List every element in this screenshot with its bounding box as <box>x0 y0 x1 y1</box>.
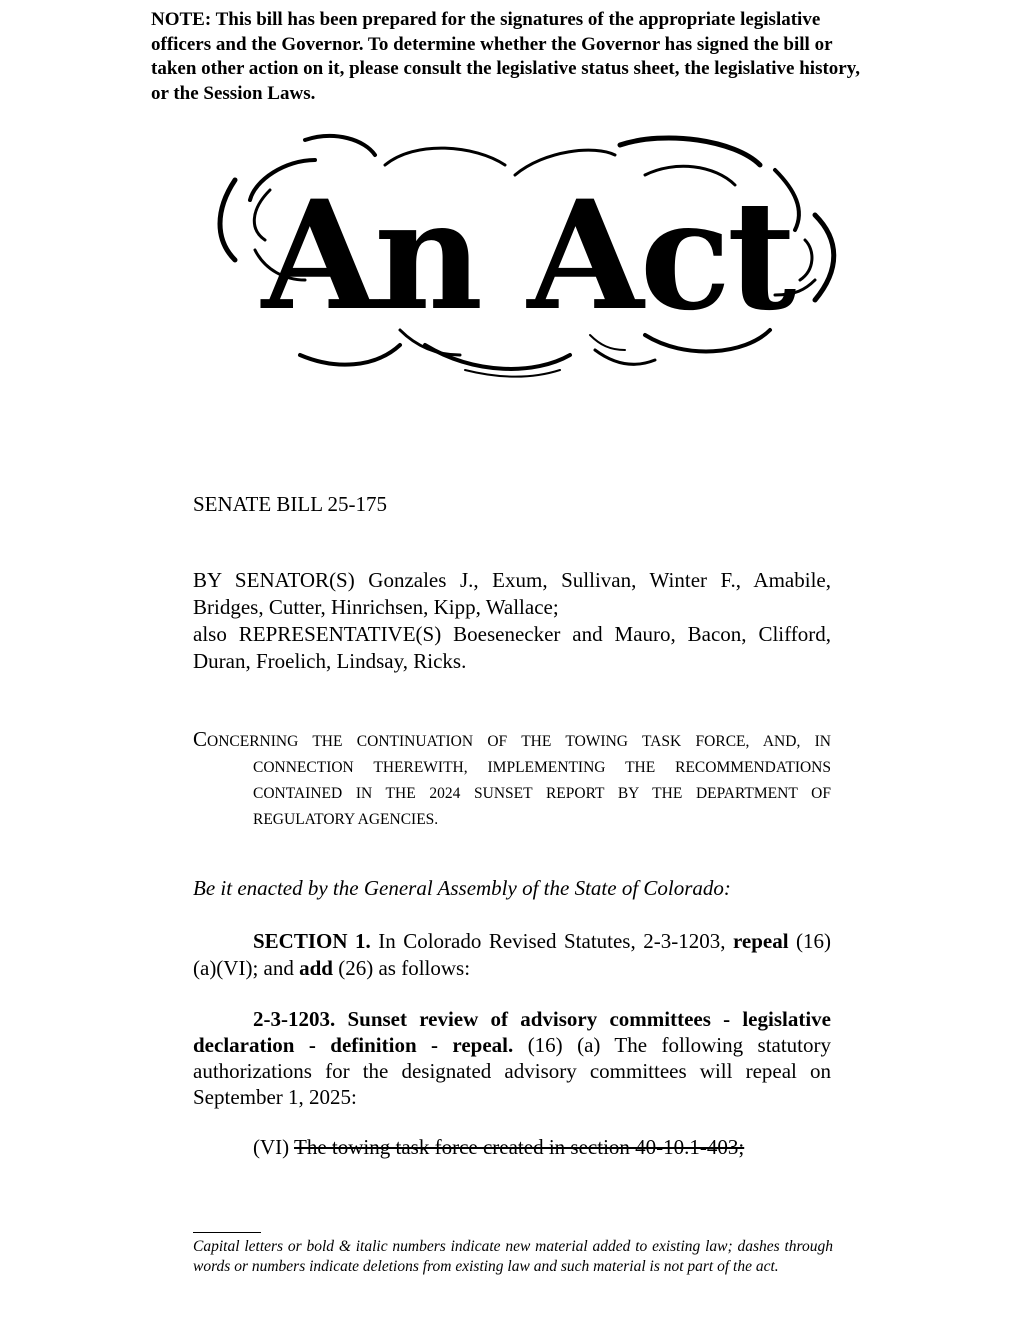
signature-note: NOTE: This bill has been prepared for the signatures of the appropriate legislative officers and the Governor. To determine whether the Governor has signed the bill or taken other action on it, please consult the legislative status sheet, the legislative history, or the Session Laws. <box>151 9 860 104</box>
enacting-clause: Be it enacted by the General Assembly of the State of Colorado: <box>193 876 731 900</box>
title-line-1-text: ONCERNING THE CONTINUATION OF THE TOWING TASK FORCE, AND, IN <box>207 733 831 750</box>
title-line-4: REGULATORY AGENCIES. <box>253 811 439 828</box>
add-keyword: add <box>299 956 333 980</box>
bill-number: SENATE BILL 25-175 <box>193 492 388 516</box>
section-text-b: (16)(a)(VI); and <box>193 929 832 980</box>
title-line-2: CONNECTION THEREWITH, IMPLEMENTING THE RECOMMENDATIONS <box>253 759 831 776</box>
section-text-c: (26) as follows: <box>338 956 471 980</box>
item-vi-label: (VI) <box>253 1135 290 1159</box>
deleted-text: The towing task force created in section 40-10.1-403; <box>294 1135 745 1159</box>
house-sponsors: also REPRESENTATIVE(S) Boesenecker and Mauro, Bacon, Clifford, Duran, Froelich, Lindsay, Ricks. <box>193 622 831 673</box>
item-vi <box>253 1135 744 1160</box>
footnote <box>193 1237 833 1277</box>
title-line-3: CONTAINED IN THE 2024 SUNSET REPORT BY THE DEPARTMENT OF <box>253 785 831 802</box>
section-1 <box>193 928 831 982</box>
statute-heading: 2-3-1203. Sunset review of advisory committees - legislative declaration - definition - repeal. <box>193 1007 831 1057</box>
title-drop-cap: C <box>193 727 208 751</box>
footnote-text: Capital letters or bold & italic numbers indicate new material added to existing law; dashes through words or numbers indicate deletions from existing law and such material is not part of the act. <box>193 1238 833 1275</box>
section-label: SECTION 1. <box>253 929 371 953</box>
repeal-keyword: repeal <box>732 929 789 953</box>
senate-sponsors: BY SENATOR(S) Gonzales J., Exum, Sullivan, Winter F., Amabile, Bridges, Cutter, Hinrichsen, Kipp, Wallace; <box>193 568 831 619</box>
footnote-divider <box>193 1232 261 1233</box>
title-line-1 <box>193 726 831 755</box>
sponsors <box>193 567 831 675</box>
section-text-a: In Colorado Revised Statutes, 2-3-1203, <box>378 929 726 953</box>
statute-text <box>193 1006 831 1110</box>
an-act-seal <box>215 130 840 385</box>
statute-body: (16) (a) The following statutory authorizations for the designated advisory committees will repeal on September 1, 2025: <box>193 1033 832 1109</box>
bill-title <box>193 726 831 833</box>
an-act-text: An Act <box>261 168 793 344</box>
